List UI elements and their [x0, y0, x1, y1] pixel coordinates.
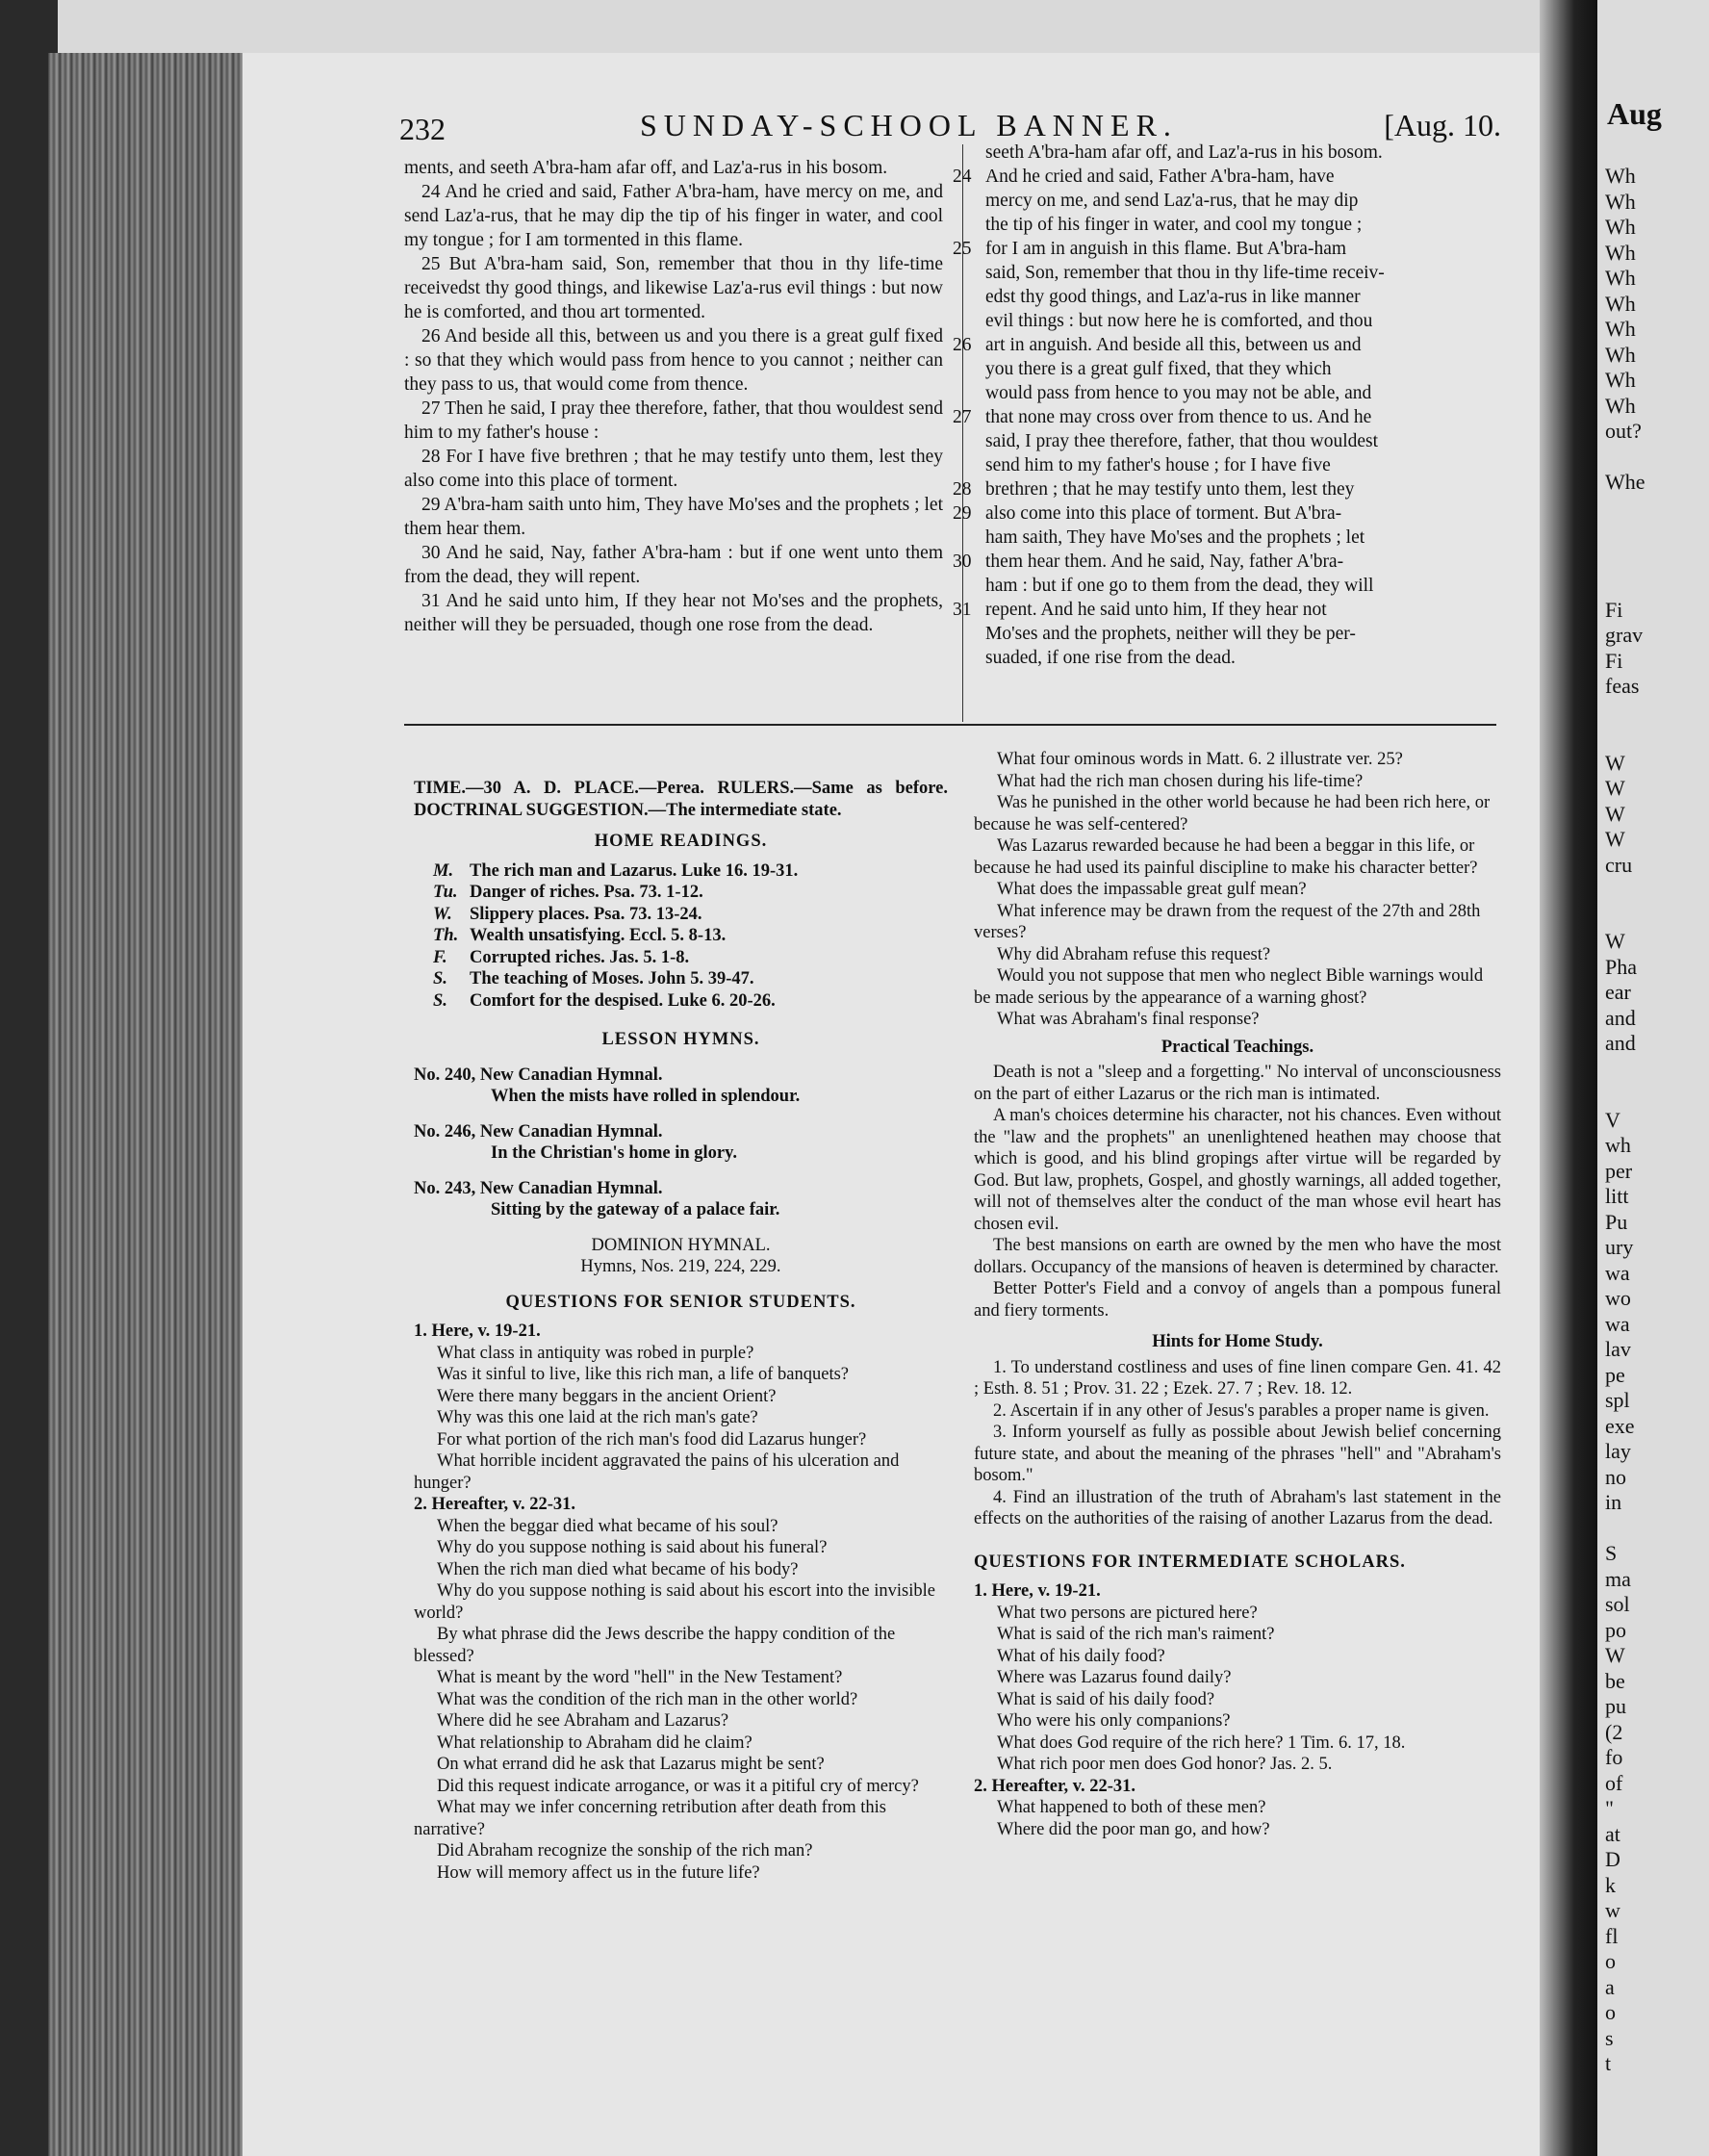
verse-text: also come into this place of torment. But A'bra- — [985, 503, 1342, 524]
facing-page-fragment-text: fl — [1605, 1923, 1619, 1948]
facing-page-fragment-text: Pu — [1605, 1209, 1628, 1234]
verse-text: ham : but if one go to them from the dead, they will — [985, 576, 1374, 596]
revised-verse-line — [953, 141, 1492, 165]
facing-page-fragment-text: sol — [1605, 1592, 1630, 1616]
dominion-hymnal-heading: DOMINION HYMNAL. — [591, 1235, 771, 1255]
revised-verse-line — [953, 333, 1492, 357]
verse-text: for I am in anguish in this flame. But A'bra-ham — [985, 239, 1347, 259]
verse-number: 31 — [953, 600, 972, 620]
authorized-version-column — [404, 156, 943, 637]
question: What is said of the rich man's raiment? — [997, 1625, 1275, 1644]
facing-page-header: Aug — [1607, 96, 1662, 131]
facing-page-fragment-text: ear — [1605, 980, 1631, 1004]
practical-teaching: The best mansions on earth are owned by the men who have the most dollars. Occupancy of the mansions of heaven is determined by character. — [974, 1236, 1501, 1277]
practical-teachings — [974, 1062, 1501, 1322]
verse-text: mercy on me, and send Laz'a-rus, that he may dip — [985, 191, 1359, 211]
verse-text: them hear them. And he said, Nay, father A'bra- — [985, 552, 1344, 572]
facing-page-fragment-text: W — [1605, 929, 1625, 953]
reading-day: S. — [433, 990, 447, 1011]
facing-page-fragment-text: wo — [1605, 1286, 1631, 1310]
question: Would you not suppose that men who neglect Bible warnings would be made serious by the appearance of a warning ghost? — [974, 966, 1484, 1008]
facing-page-fragment-text: W — [1605, 801, 1625, 826]
hint-item: 2. Ascertain if in any other of Jesus's parables a proper name is given. — [993, 1400, 1490, 1421]
practical-teachings-heading: Practical Teachings. — [1161, 1037, 1314, 1057]
question: What does God require of the rich here? 1 Tim. 6. 17, 18. — [997, 1732, 1406, 1753]
facing-page-fragment-text: o — [1605, 2000, 1616, 2024]
question: What may we infer concerning retribution after death from this narrative? — [414, 1798, 886, 1839]
question: What inference may be drawn from the request of the 27th and 28th verses? — [974, 901, 1481, 942]
verse-paragraph: 26 And beside all this, between us and you there is a great gulf fixed : so that they which would pass from hence to you cannot ; neither can they pass to us, that would come from thence. — [404, 326, 943, 395]
question: What four ominous words in Matt. 6. 2 illustrate ver. 25? — [997, 750, 1403, 769]
verse-paragraph: 27 Then he said, I pray thee therefore, father, that thou wouldest send him to my father's house : — [404, 398, 943, 443]
revised-verse-line — [953, 261, 1492, 285]
facing-page-fragment-text: D — [1605, 1847, 1620, 1871]
facing-page-fragment-text: a — [1605, 1974, 1615, 1999]
revised-verse-line — [953, 285, 1492, 309]
dominion-hymnal-line: Hymns, Nos. 219, 224, 229. — [580, 1257, 781, 1276]
question: What is meant by the word "hell" in the New Testament? — [437, 1668, 843, 1687]
verse-text: the tip of his finger in water, and cool my tongue ; — [985, 215, 1363, 235]
facing-page-fragment-text: wh — [1605, 1133, 1631, 1157]
reading-text: Danger of riches. Psa. 73. 1-12. — [470, 883, 703, 902]
facing-page-fragment-text: cru — [1605, 852, 1633, 877]
home-reading-item — [414, 990, 948, 1013]
hints-heading: Hints for Home Study. — [1152, 1332, 1323, 1351]
verse-text: brethren ; that he may testify unto them, lest they — [985, 479, 1355, 500]
verse-number: 27 — [953, 407, 972, 427]
question-section-heading: 2. Hereafter, v. 22-31. — [414, 1495, 575, 1514]
reading-day: M. — [433, 860, 454, 881]
question: Were there many beggars in the ancient Orient? — [437, 1386, 777, 1406]
question: Why did Abraham refuse this request? — [997, 944, 1271, 964]
verse-paragraph: ments, and seeth A'bra-ham afar off, and Laz'a-rus in his bosom. — [404, 158, 888, 178]
facing-page-fragment-text: spl — [1605, 1388, 1630, 1412]
facing-page-fragment-text: ury — [1605, 1235, 1634, 1259]
hymn-title: In the Christian's home in glory. — [491, 1143, 737, 1163]
question: What horrible incident aggravated the pains of his ulceration and hunger? — [414, 1451, 900, 1493]
facing-page-fragment-text: Wh — [1605, 291, 1636, 316]
reading-day: Tu. — [433, 883, 458, 902]
question: Did Abraham recognize the sonship of the rich man? — [437, 1841, 813, 1861]
facing-page-fragment-text: Wh — [1605, 215, 1636, 239]
facing-page-fragment-text: ma — [1605, 1566, 1631, 1591]
senior-questions-heading: QUESTIONS FOR SENIOR STUDENTS. — [505, 1292, 856, 1312]
question: When the beggar died what became of his soul? — [437, 1516, 778, 1536]
section-divider — [404, 724, 1496, 726]
verse-text: ham saith, They have Mo'ses and the prophets ; let — [985, 527, 1365, 548]
verse-number: 29 — [953, 503, 972, 524]
practical-teaching: Death is not a "sleep and a forgetting." No interval of unconsciousness on the part of either Lazarus or the rich man is intimated. — [974, 1063, 1501, 1104]
lesson-hymns-heading: LESSON HYMNS. — [601, 1030, 760, 1049]
verse-paragraph: 31 And he said unto him, If they hear not Mo'ses and the prophets, neither will they be persuaded, though one rose from the dead. — [404, 591, 943, 635]
facing-page-fragment-text: litt — [1605, 1184, 1629, 1208]
question: Where was Lazarus found daily? — [997, 1668, 1232, 1687]
question: Where did he see Abraham and Lazarus? — [437, 1711, 729, 1731]
facing-page-fragment-text: Wh — [1605, 189, 1636, 214]
home-readings-heading: HOME READINGS. — [594, 832, 768, 851]
question: Who were his only companions? — [997, 1711, 1231, 1731]
senior-questions — [414, 1321, 948, 1884]
facing-page-fragment-text: po — [1605, 1617, 1626, 1642]
facing-page-fragment-text: at — [1605, 1821, 1620, 1846]
question: Why do you suppose nothing is said about his funeral? — [437, 1538, 828, 1557]
reading-day: Th. — [433, 926, 459, 945]
home-reading-item — [414, 947, 948, 969]
home-readings-list — [414, 860, 948, 1013]
verse-text: send him to my father's house ; for I have five — [985, 455, 1331, 475]
revised-verse-line — [953, 309, 1492, 333]
question: What class in antiquity was robed in purple? — [437, 1343, 754, 1363]
facing-page-fragment-text: t — [1605, 2051, 1612, 2075]
book-gutter — [1540, 0, 1597, 2156]
home-reading-item — [414, 882, 948, 904]
hymn-title: Sitting by the gateway of a palace fair. — [491, 1200, 780, 1219]
facing-page-fragment-text: Wh — [1605, 266, 1636, 290]
question: What happened to both of these men? — [997, 1798, 1266, 1817]
facing-page-fragment-text: Wh — [1605, 368, 1636, 392]
verse-text: Mo'ses and the prophets, neither will they be per- — [985, 624, 1356, 644]
facing-page-fragment-text: k — [1605, 1872, 1616, 1897]
reading-text: Slippery places. Psa. 73. 13-24. — [470, 904, 702, 924]
facing-page-fragment-text: fo — [1605, 1745, 1623, 1769]
facing-page-fragment-text: wa — [1605, 1311, 1630, 1336]
question: How will memory affect us in the future life? — [437, 1862, 760, 1883]
question: What does the impassable great gulf mean? — [997, 880, 1307, 899]
hint-item: 1. To understand costliness and uses of fine linen compare Gen. 41. 42 ; Esth. 8. 51 ; Prov. 31. 22 ; Ezek. 27. 7 ; Rev. 18. 12. — [974, 1357, 1501, 1399]
facing-page-fragment-text: w — [1605, 1898, 1620, 1922]
verse-text: suaded, if one rise from the dead. — [985, 648, 1236, 668]
revised-verse-line — [953, 453, 1492, 477]
notes-left-column — [414, 778, 948, 1884]
verse-text: evil things : but now here he is comforted, and thou — [985, 311, 1373, 331]
home-reading-item — [414, 925, 948, 947]
question: Was he punished in the other world because he had been rich here, or because he was self-centered? — [974, 793, 1491, 834]
hymn-title: When the mists have rolled in splendour. — [491, 1087, 801, 1106]
notes-right-column — [974, 749, 1501, 1840]
revised-verse-line — [953, 213, 1492, 237]
hymn-number: No. 240, New Canadian Hymnal. — [414, 1065, 663, 1085]
facing-page-fragment-text: W — [1605, 1643, 1625, 1667]
facing-page-fragment-text: Fi — [1605, 648, 1623, 673]
verse-text: And he cried and said, Father A'bra-ham, have — [985, 167, 1335, 187]
reading-text: Wealth unsatisfying. Eccl. 5. 8-13. — [470, 926, 727, 945]
verse-paragraph: 30 And he said, Nay, father A'bra-ham : but if one went unto them from the dead, they will repent. — [404, 543, 943, 587]
question: For what portion of the rich man's food did Lazarus hunger? — [437, 1429, 867, 1450]
hymn-number: No. 246, New Canadian Hymnal. — [414, 1121, 663, 1142]
reading-text: The rich man and Lazarus. Luke 16. 19-31. — [470, 860, 799, 881]
facing-page-fragment-text: W — [1605, 827, 1625, 851]
verse-text: edst thy good things, and Laz'a-rus in like manner — [985, 287, 1361, 307]
verse-paragraph: 28 For I have five brethren ; that he may testify unto them, lest they also come into this place of torment. — [404, 447, 943, 491]
facing-page-fragment-text: lav — [1605, 1337, 1631, 1361]
revised-verse-line — [953, 405, 1492, 429]
facing-page-fragment-text: Wh — [1605, 317, 1636, 341]
verse-text: would pass from hence to you may not be able, and — [985, 383, 1372, 403]
revised-verse-line — [953, 381, 1492, 405]
revised-verse-line — [953, 622, 1492, 646]
reading-day: W. — [433, 904, 452, 924]
facing-page-fragment-text: grav — [1605, 623, 1644, 647]
hint-item: 4. Find an illustration of the truth of Abraham's last statement in the effects on the authorities of the raising of another Lazarus from the dead. — [974, 1487, 1501, 1528]
question: What rich poor men does God honor? Jas. 2. 5. — [997, 1755, 1333, 1774]
question: Where did the poor man go, and how? — [997, 1819, 1270, 1839]
question: When the rich man died what became of his body? — [437, 1559, 799, 1579]
reading-text: Comfort for the despised. Luke 6. 20-26. — [470, 990, 776, 1011]
senior-questions-continued — [974, 749, 1501, 1031]
facing-page-fragment-text: Wh — [1605, 240, 1636, 265]
question: What of his daily food? — [997, 1646, 1165, 1666]
facing-page-fragment-text: Pha — [1605, 954, 1637, 979]
question: Did this request indicate arrogance, or was it a pitiful cry of mercy? — [437, 1776, 919, 1796]
question: By what phrase did the Jews describe the happy condition of the blessed? — [414, 1625, 896, 1666]
facing-page-fragment-text: feas — [1605, 674, 1640, 698]
facing-page-fragment-text: lay — [1605, 1439, 1631, 1463]
question: What was the condition of the rich man in the other world? — [437, 1689, 858, 1709]
revised-verse-line — [953, 550, 1492, 574]
facing-page-fragment-text: Wh — [1605, 164, 1636, 188]
lesson-meta: TIME.—30 A. D. PLACE.—Perea. RULERS.—Same as before. DOCTRINAL SUGGESTION.—The intermediate state. — [414, 779, 948, 820]
facing-page-fragment-text: Wh — [1605, 342, 1636, 367]
facing-page-fragment-text: Whe — [1605, 470, 1645, 494]
verse-paragraph: 24 And he cried and said, Father A'bra-ham, have mercy on me, and send Laz'a-rus, that he may dip the tip of his finger in water, and cool my tongue ; for I am tormented in this flame. — [404, 182, 943, 250]
facing-page-fragment-text: in — [1605, 1490, 1622, 1514]
hint-item: 3. Inform yourself as fully as possible about Jewish belief concerning future state, and about the meaning of the phrases "hell" and "Abraham's bosom." — [974, 1423, 1501, 1485]
revised-verse-line — [953, 574, 1492, 598]
facing-page-fragment-text: exe — [1605, 1413, 1635, 1438]
facing-page-fragment-text: and — [1605, 1031, 1636, 1055]
practical-teaching: Better Potter's Field and a convoy of angels than a pompous funeral and fiery torments. — [974, 1279, 1501, 1321]
question-section-heading: 1. Here, v. 19-21. — [974, 1581, 1101, 1601]
reading-day: F. — [433, 947, 447, 967]
facing-page-fragment-text: and — [1605, 1005, 1636, 1030]
hints-list — [974, 1357, 1501, 1530]
home-reading-item — [414, 904, 948, 926]
facing-page-fragment-text: W — [1605, 776, 1625, 800]
reading-text: Corrupted riches. Jas. 5. 1-8. — [470, 947, 690, 967]
hymn-number: No. 243, New Canadian Hymnal. — [414, 1178, 663, 1198]
home-reading-item — [414, 968, 948, 990]
revised-verse-line — [953, 189, 1492, 213]
facing-page-fragment-text: wa — [1605, 1260, 1630, 1285]
verse-number: 26 — [953, 335, 972, 355]
reading-text: The teaching of Moses. John 5. 39-47. — [470, 969, 754, 988]
verse-text: repent. And he said unto him, If they hear not — [985, 600, 1327, 620]
hymns-list — [414, 1065, 948, 1221]
revised-version-column — [953, 141, 1492, 670]
revised-verse-line — [953, 237, 1492, 261]
question: Was Lazarus rewarded because he had been a beggar in this life, or because he had used its painful discipline to make his character better? — [974, 836, 1478, 878]
question: Why do you suppose nothing is said about his escort into the invisible world? — [414, 1581, 935, 1623]
issue-date: [Aug. 10. — [1384, 108, 1501, 142]
facing-page-fragment-text: out? — [1605, 419, 1642, 443]
question: What was Abraham's final response? — [997, 1010, 1260, 1029]
facing-page-fragment-text: pu — [1605, 1694, 1626, 1718]
revised-verse-line — [953, 165, 1492, 189]
facing-page-fragment-text: Wh — [1605, 393, 1636, 418]
intermediate-questions — [974, 1580, 1501, 1840]
intermediate-questions-heading: QUESTIONS FOR INTERMEDIATE SCHOLARS. — [974, 1552, 1406, 1572]
facing-page-fragment-text: of — [1605, 1770, 1623, 1795]
verse-paragraph: 29 A'bra-ham saith unto him, They have Mo'ses and the prophets ; let them hear them. — [404, 495, 943, 539]
reading-day: S. — [433, 969, 447, 988]
facing-page-fragment-text: per — [1605, 1158, 1633, 1183]
revised-verse-line — [953, 429, 1492, 453]
revised-verse-line — [953, 598, 1492, 622]
revised-verse-line — [953, 477, 1492, 501]
verse-number: 28 — [953, 479, 972, 500]
facing-page-fragment-text: be — [1605, 1668, 1625, 1693]
question: What two persons are pictured here? — [997, 1603, 1258, 1623]
facing-page-fragment-text: o — [1605, 1949, 1616, 1973]
facing-page-fragment-text: no — [1605, 1464, 1626, 1489]
page-number: 232 — [399, 112, 446, 146]
revised-verse-line — [953, 646, 1492, 670]
facing-page-fragment-text: (2 — [1605, 1719, 1623, 1744]
verse-number: 24 — [953, 167, 972, 187]
revised-verse-line — [953, 501, 1492, 526]
verse-text: seeth A'bra-ham afar off, and Laz'a-rus in his bosom. — [985, 142, 1383, 163]
question-section-heading: 2. Hereafter, v. 22-31. — [974, 1776, 1135, 1796]
practical-teaching: A man's choices determine his character, not his chances. Even without the "law and the prophets" an unenlightened heathen may choose that which is good, and his blind gropings after virtue will be regarded by God. But law, prophets, Gospel, and ghostly warnings, all added together, will not of themselves alter the conduct of the man whose evil heart has chosen evil. — [974, 1106, 1501, 1234]
book-spine — [48, 53, 245, 2156]
revised-verse-line — [953, 526, 1492, 550]
facing-page-fragment-text: " — [1605, 1796, 1614, 1820]
facing-page-fragment-text: W — [1605, 750, 1625, 775]
verse-text: said, Son, remember that thou in thy life-time receiv- — [985, 263, 1385, 283]
question-section-heading: 1. Here, v. 19-21. — [414, 1322, 541, 1341]
question: What relationship to Abraham did he claim? — [437, 1732, 752, 1753]
facing-page-fragment-text: S — [1605, 1541, 1618, 1565]
question: What is said of his daily food? — [997, 1689, 1215, 1709]
facing-page-fragment-text: V — [1605, 1107, 1620, 1132]
publication-title: SUNDAY-SCHOOL BANNER. — [640, 108, 1178, 142]
verse-text: art in anguish. And beside all this, between us and — [985, 335, 1362, 355]
facing-page-fragment-text: s — [1605, 2025, 1614, 2050]
verse-paragraph: 25 But A'bra-ham said, Son, remember that thou in thy life-time receivedst thy good things, and likewise Laz'a-rus evil things : but now he is comforted, and thou art tormented. — [404, 254, 943, 322]
verse-text: you there is a great gulf fixed, that they which — [985, 359, 1332, 379]
facing-page-fragment — [1597, 0, 1709, 2156]
verse-text: that none may cross over from thence to us. And he — [985, 407, 1372, 427]
revised-verse-line — [953, 357, 1492, 381]
question: What had the rich man chosen during his life-time? — [997, 771, 1364, 791]
question: On what errand did he ask that Lazarus might be sent? — [437, 1755, 825, 1774]
home-reading-item — [414, 860, 948, 883]
question: Was it sinful to live, like this rich man, a life of banquets? — [437, 1365, 850, 1384]
facing-page-fragment-text: Fi — [1605, 597, 1623, 622]
verse-text: said, I pray thee therefore, father, that thou wouldest — [985, 431, 1379, 451]
question: Why was this one laid at the rich man's gate? — [437, 1408, 758, 1427]
facing-page-fragment-text: pe — [1605, 1362, 1625, 1387]
verse-number: 25 — [953, 239, 972, 259]
verse-number: 30 — [953, 552, 972, 572]
